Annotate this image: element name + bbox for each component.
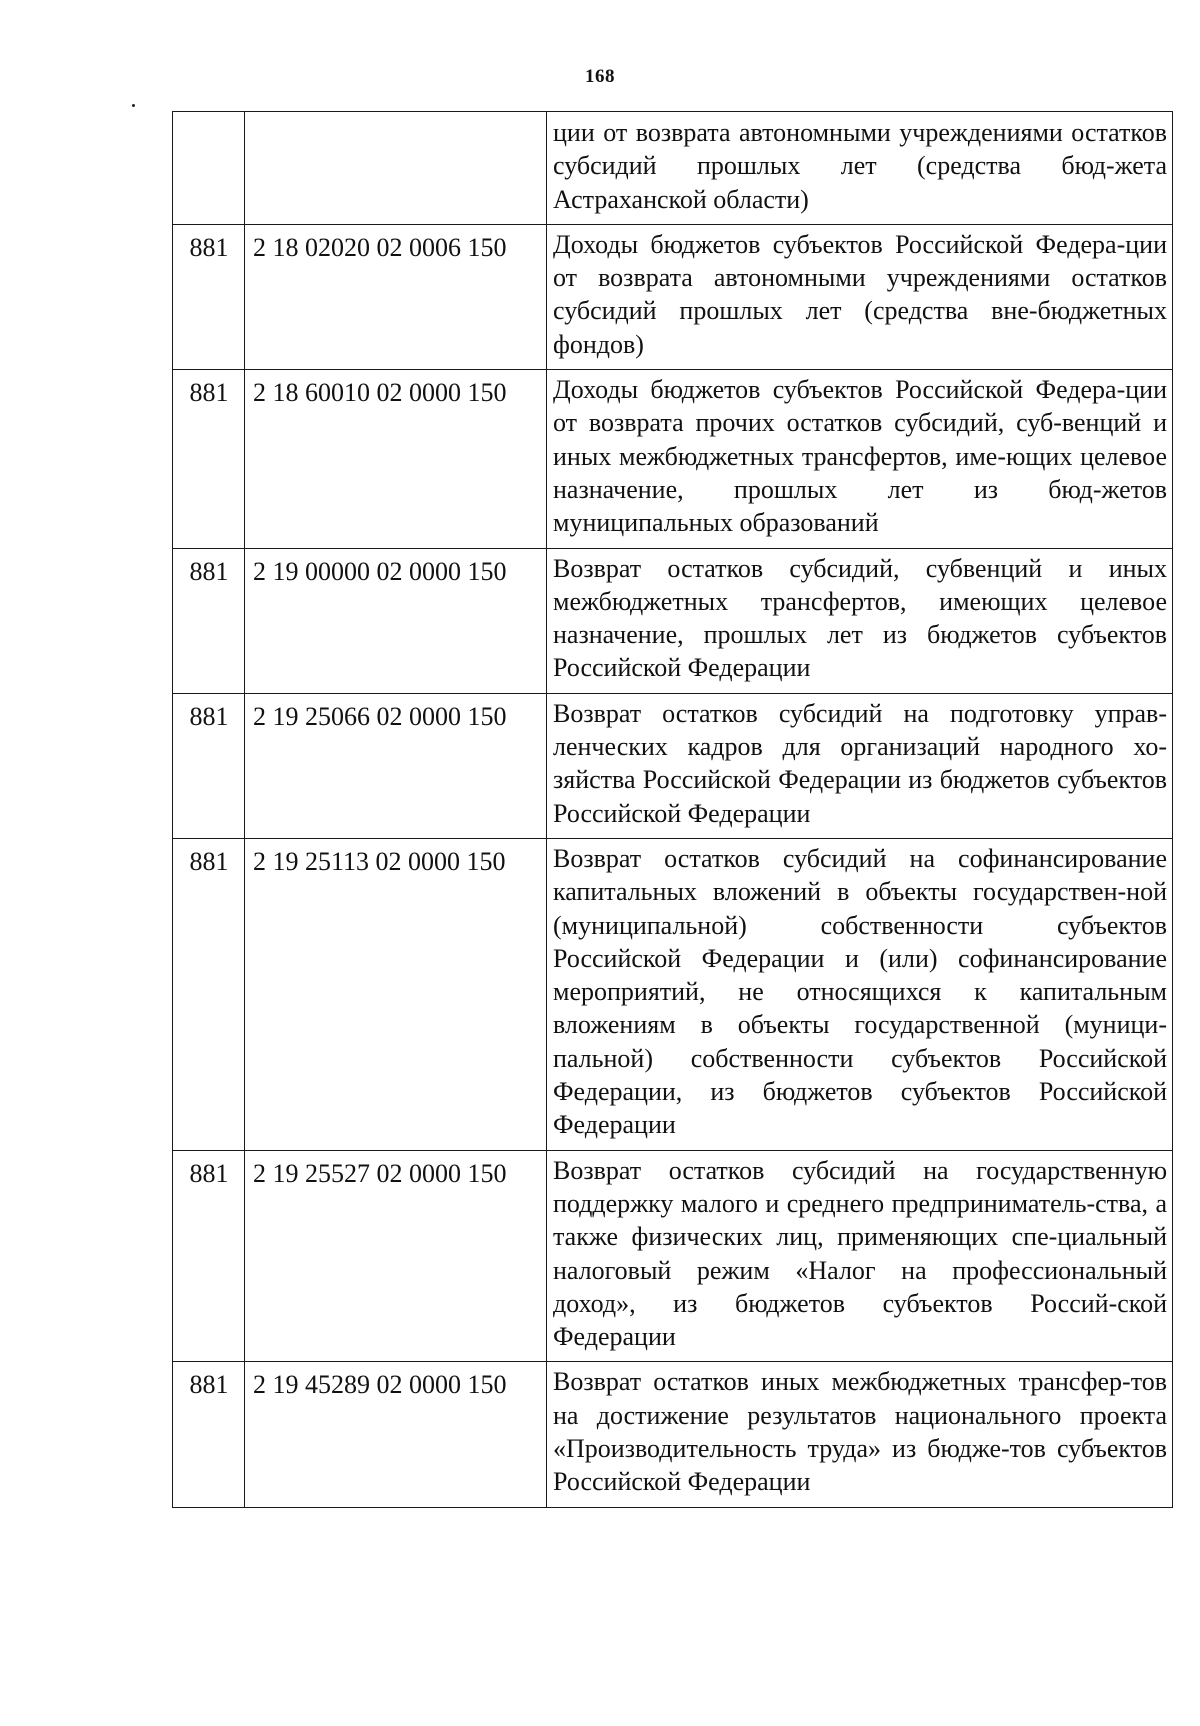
budget-code-cell: 2 19 25113 02 0000 150 xyxy=(245,838,547,1150)
budget-classification-table xyxy=(172,111,1173,1508)
table-row xyxy=(173,838,1173,1150)
description-cell: Возврат остатков субсидий на софинансирование капитальных вложений в объекты государствен-ной (муниципальной) собственности субъектов Российской Федерации и (или) софинансирование мероприятий, не относящихся к капитальным вложениям в объекты государственной (муници-пальной) собственности субъектов Российской Федерации, из бюджетов субъектов Российской Федерации xyxy=(547,838,1173,1150)
admin-code-cell: 881 xyxy=(173,1150,245,1362)
description-cell: Возврат остатков субсидий на государственную поддержку малого и среднего предприниматель-ства, а также физических лиц, применяющих спе-циальный налоговый режим «Налог на профессиональный доход», из бюджетов субъектов Россий-ской Федерации xyxy=(547,1150,1173,1362)
description-cell: ции от возврата автономными учреждениями остатков субсидий прошлых лет (средства бюд-жета Астраханской области) xyxy=(547,112,1173,225)
admin-code-cell: 881 xyxy=(173,693,245,838)
description-cell: Возврат остатков субсидий на подготовку управ-ленческих кадров для организаций народного хо-зяйства Российской Федерации из бюджетов субъектов Российской Федерации xyxy=(547,693,1173,838)
admin-code-cell: 881 xyxy=(173,370,245,548)
description-cell: Доходы бюджетов субъектов Российской Федера-ции от возврата автономными учреждениями остатков субсидий прошлых лет (средства вне-бюджетных фондов) xyxy=(547,224,1173,369)
budget-code-cell: 2 19 25527 02 0000 150 xyxy=(245,1150,547,1362)
page-number: 168 xyxy=(585,66,615,87)
admin-code-cell: 881 xyxy=(173,548,245,693)
admin-code-cell: 881 xyxy=(173,838,245,1150)
table-row xyxy=(173,548,1173,693)
admin-code-cell: 881 xyxy=(173,224,245,369)
table-row xyxy=(173,370,1173,548)
budget-code-cell: 2 19 45289 02 0000 150 xyxy=(245,1362,547,1507)
budget-code-cell: 2 19 25066 02 0000 150 xyxy=(245,693,547,838)
budget-code-cell: 2 18 02020 02 0006 150 xyxy=(245,224,547,369)
admin-code-cell xyxy=(173,112,245,225)
table-row xyxy=(173,112,1173,225)
budget-code-cell: 2 18 60010 02 0000 150 xyxy=(245,370,547,548)
scan-speck xyxy=(132,104,135,107)
table-body xyxy=(173,112,1173,1508)
admin-code-cell: 881 xyxy=(173,1362,245,1507)
description-cell: Возврат остатков субсидий, субвенций и иных межбюджетных трансфертов, имеющих целевое назначение, прошлых лет из бюджетов субъектов Российской Федерации xyxy=(547,548,1173,693)
description-cell: Возврат остатков иных межбюджетных трансфер-тов на достижение результатов национального проекта «Производительность труда» из бюдже-тов субъектов Российской Федерации xyxy=(547,1362,1173,1507)
budget-code-cell: 2 19 00000 02 0000 150 xyxy=(245,548,547,693)
table-row xyxy=(173,1150,1173,1362)
description-cell: Доходы бюджетов субъектов Российской Федера-ции от возврата прочих остатков субсидий, суб-венций и иных межбюджетных трансфертов, име-ющих целевое назначение, прошлых лет из бюд-жетов муниципальных образований xyxy=(547,370,1173,548)
table-row xyxy=(173,1362,1173,1507)
budget-code-cell xyxy=(245,112,547,225)
table-row xyxy=(173,693,1173,838)
table-row xyxy=(173,224,1173,369)
